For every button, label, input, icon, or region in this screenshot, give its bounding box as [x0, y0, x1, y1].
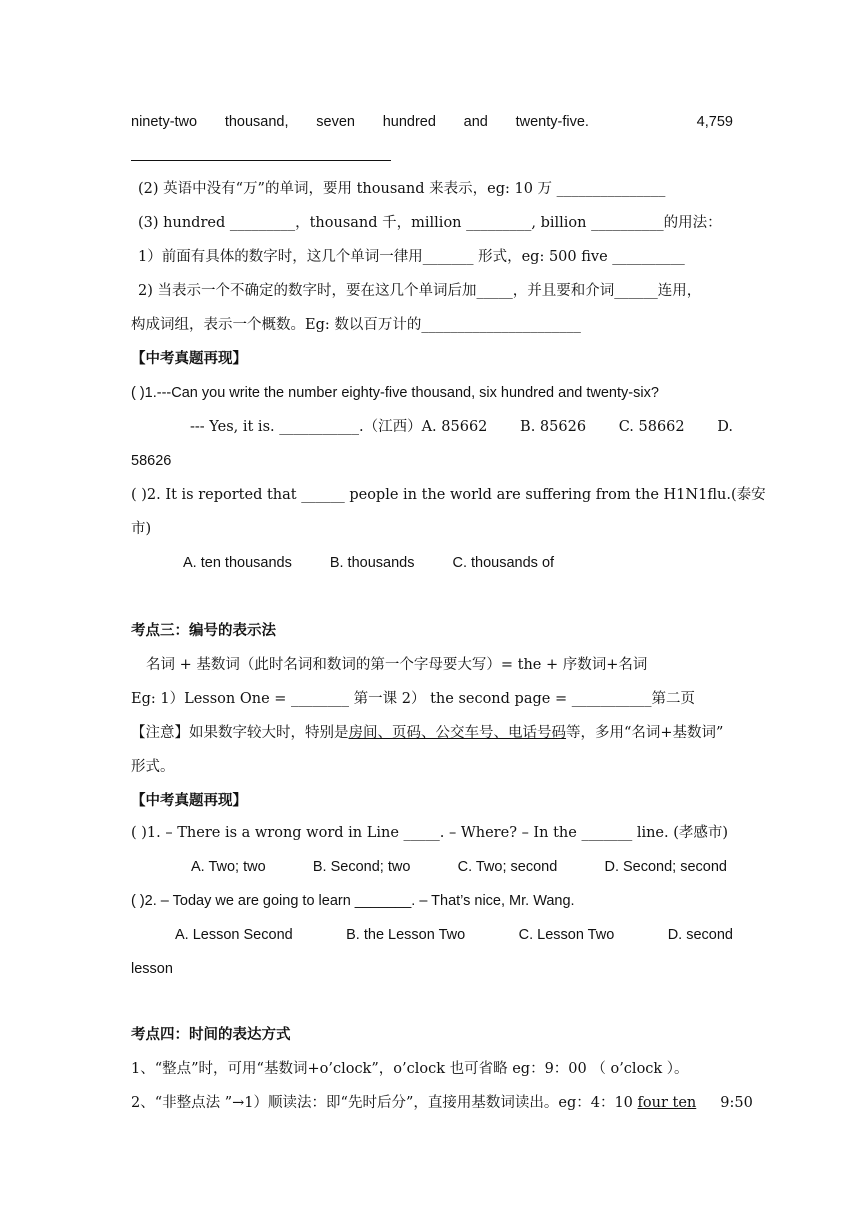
section-heading: 考点四：时间的表达方式	[131, 1026, 291, 1043]
text-span: 【注意】如果数字较大时，特别是	[131, 725, 349, 741]
text-line: 构成词组，表示一个概数。Eg: 数以百万计的______________________	[131, 317, 581, 333]
text-line: 形式。	[131, 759, 175, 775]
question-options	[175, 925, 733, 945]
word: 4,759	[696, 114, 733, 130]
option: C. Lesson Two	[518, 927, 615, 943]
question-options	[190, 417, 733, 437]
question-options	[183, 553, 583, 573]
word: seven	[316, 114, 355, 130]
text-line	[131, 112, 733, 132]
question-line: 市)	[131, 521, 152, 537]
word: thousand,	[224, 114, 289, 130]
section-heading: 【中考真题再现】	[131, 792, 247, 809]
text-span: 2、“非整点法 ”→1）顺读法：即“先时后分”，直接用基数词读出。eg：4：10	[131, 1095, 638, 1111]
option: C. thousands of	[452, 555, 555, 571]
word: hundred	[382, 114, 436, 130]
question-line: ( )1.---Can you write the number eighty-five thousand, six hundred and twenty-six?	[131, 385, 659, 401]
option: B. thousands	[329, 555, 415, 571]
option: --- Yes, it is. ___________.（江西）A. 85662	[190, 419, 488, 435]
option: A. Lesson Second	[175, 927, 293, 943]
text-line: 2) 当表示一个不确定的数字时，要在这几个单词后加_____，并且要和介词______连用，	[138, 283, 702, 299]
option: D. Second; second	[604, 859, 727, 875]
text-line: (3) hundred _________，thousand 千，million _________, billion __________的用法：	[138, 215, 722, 231]
text-line: Eg: 1）Lesson One = ________ 第一课 2） the second page = ___________第二页	[131, 691, 695, 707]
text-line: 名词 + 基数词（此时名词和数词的第一个字母要大写）= the + 序数词+名词	[146, 657, 648, 673]
text-line: (2) 英语中没有“万”的单词，要用 thousand 来表示，eg: 10 万 _______________	[138, 181, 666, 197]
question-line: ( )2. – Today we are going to learn _______. – That’s nice, Mr. Wang.	[131, 893, 575, 909]
option: A. Two; two	[191, 859, 266, 875]
option: D. second	[667, 927, 733, 943]
section-heading: 考点三：编号的表示法	[131, 622, 276, 639]
option: C. 58662	[618, 419, 685, 435]
underlined-text: 房间、页码、公交车号、电话号码	[348, 725, 566, 741]
option: D.	[717, 419, 733, 435]
word: ninety-two	[131, 114, 198, 130]
option: B. Second; two	[312, 859, 411, 875]
option: B. the Lesson Two	[346, 927, 466, 943]
question-options	[191, 857, 727, 877]
text-span: 9:50	[720, 1095, 753, 1111]
text-line: 1、“整点”时，可用“基数词+o’clock”，o’clock 也可省略 eg：9：00 （ o’clock ）。	[131, 1061, 689, 1077]
question-line: 58626	[131, 453, 172, 469]
option: C. Two; second	[457, 859, 558, 875]
underlined-text: four ten	[637, 1095, 697, 1111]
question-line: lesson	[131, 961, 173, 977]
option: A. ten thousands	[183, 555, 292, 571]
question-line: ( )2. It is reported that ______ people in the world are suffering from the H1N1flu.(泰安	[131, 487, 766, 503]
text-line	[131, 1093, 753, 1113]
answer-blank-line	[131, 160, 391, 161]
section-heading: 【中考真题再现】	[131, 350, 247, 367]
question-line: ( )1. – There is a wrong word in Line _____. – Where? – In the _______ line. (孝感市)	[131, 825, 729, 841]
word: twenty-five.	[515, 114, 589, 130]
text-line	[131, 723, 733, 743]
text-line: 1）前面有具体的数字时，这几个单词一律用_______ 形式，eg: 500 five __________	[138, 249, 685, 265]
text-span: 等，多用“名词+基数词”	[566, 725, 724, 741]
word: and	[463, 114, 488, 130]
option: B. 85626	[520, 419, 587, 435]
